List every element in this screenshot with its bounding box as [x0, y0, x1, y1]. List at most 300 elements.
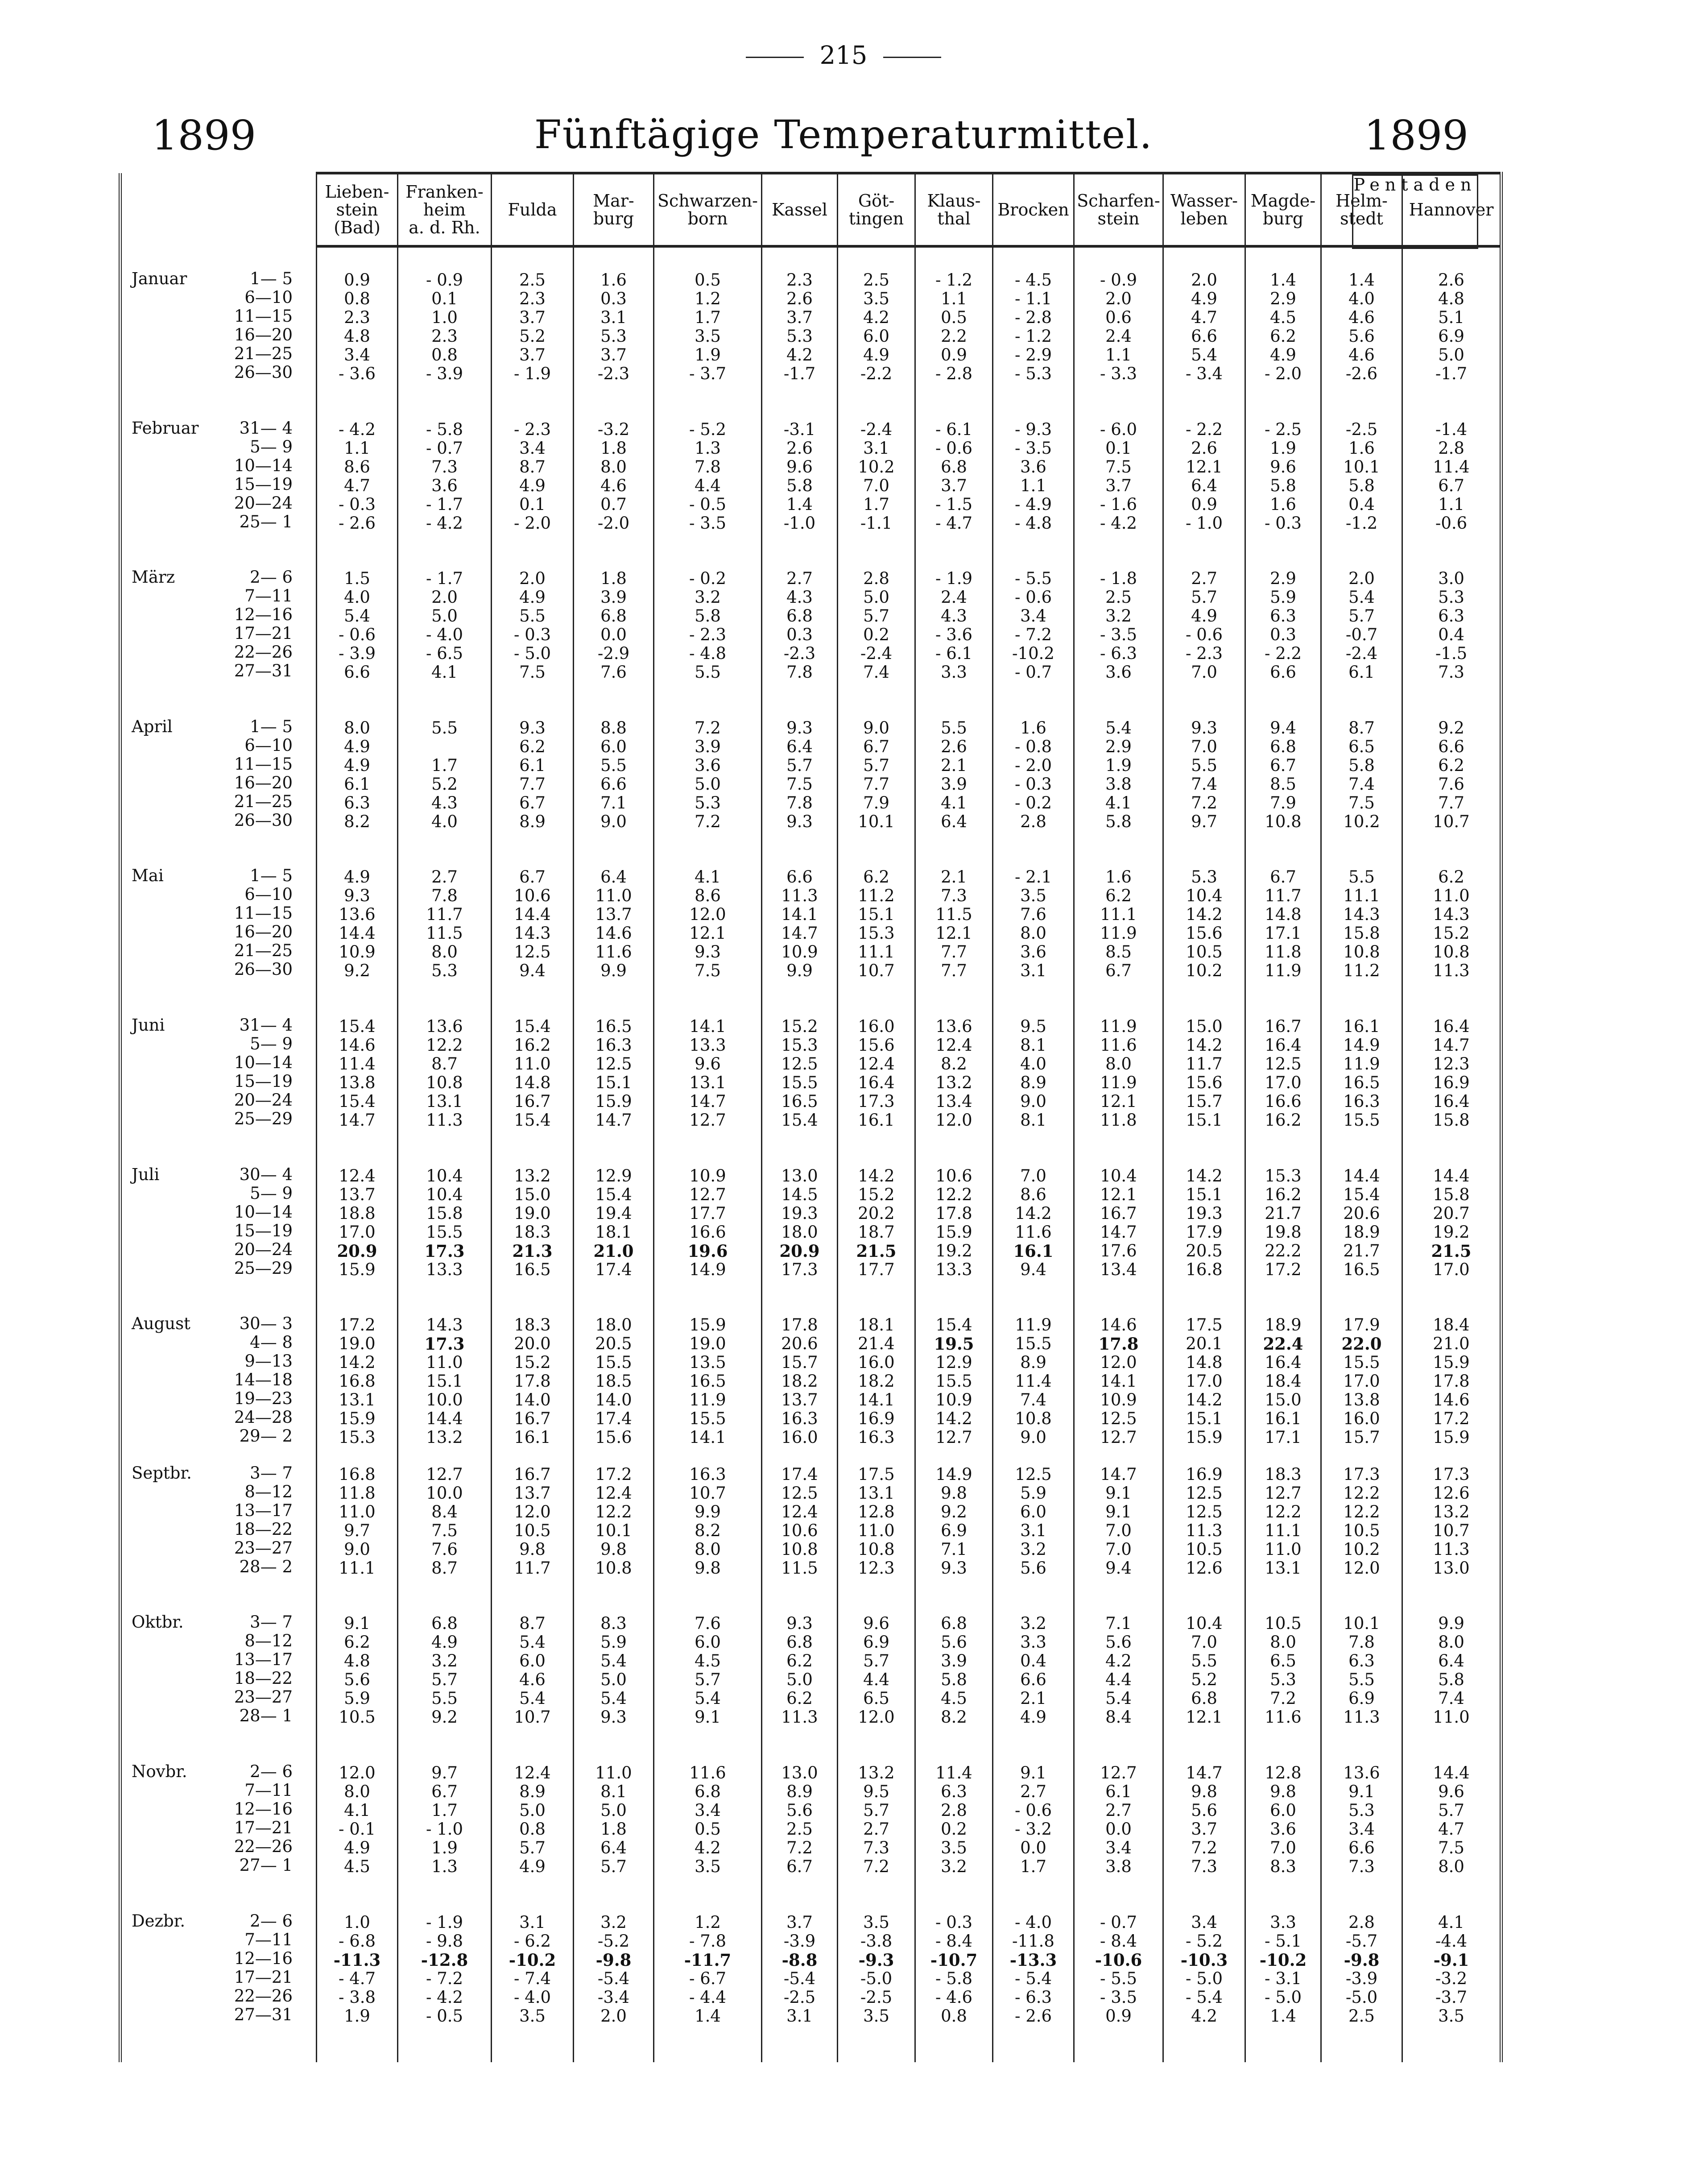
table-cell: 8.0: [344, 1782, 370, 1801]
table-cell: 0.5: [695, 270, 721, 290]
table-cell: 22.0: [1341, 1334, 1382, 1354]
table-cell: - 2.0: [513, 513, 551, 533]
table-cell: 6.5: [1270, 1651, 1296, 1671]
table-cell: 0.1: [431, 289, 458, 308]
table-cell: 19.6: [687, 1241, 728, 1261]
table-cell: 11.6: [1265, 1707, 1302, 1727]
pentad-label: 4— 8: [250, 1333, 293, 1352]
table-cell: 5.4: [344, 606, 370, 626]
table-cell: 16.2: [1265, 1110, 1302, 1130]
table-cell: 6.7: [1270, 867, 1296, 887]
table-cell: 11.0: [514, 1054, 551, 1073]
pentad-label: 17—21: [234, 624, 293, 643]
month-group: [1246, 1167, 1320, 1316]
table-cell: 5.9: [1020, 1483, 1046, 1503]
table-cell: - 5.0: [1264, 1987, 1302, 2007]
table-cell: 3.1: [786, 2006, 813, 2026]
table-cell: 7.0: [1270, 1838, 1296, 1857]
table-cell: 9.1: [344, 1614, 370, 1633]
table-cell: 9.3: [600, 1707, 627, 1727]
month-group: [317, 1167, 397, 1316]
table-cell: -2.0: [597, 513, 630, 533]
pentad-label: 20—24: [234, 1090, 293, 1110]
pentad-row-label: [122, 662, 316, 680]
table-cell: 1.8: [600, 569, 627, 588]
table-cell: 11.9: [1015, 1315, 1052, 1335]
table-cell: 12.4: [781, 1502, 818, 1521]
table-cell: 11.6: [1100, 1035, 1137, 1055]
table-cell: -10.2: [1012, 644, 1054, 663]
table-cell: 15.4: [514, 1110, 551, 1130]
column-header-magdeburg: [1245, 173, 1321, 246]
station-column-schwarzenborn: [654, 246, 762, 2062]
table-cell: 6.3: [1270, 606, 1296, 626]
table-cell: 10.8: [781, 1539, 818, 1559]
table-cell: - 3.6: [935, 625, 973, 645]
pentad-row-label: [122, 1949, 316, 1968]
table-cell: -9.3: [858, 1950, 894, 1970]
table-cell: 17.3: [1433, 1464, 1470, 1484]
table-cell: -5.2: [597, 1931, 630, 1951]
table-cell: 4.9: [1191, 606, 1217, 626]
month-group: [1322, 1316, 1402, 1465]
table-cell: 1.6: [1105, 867, 1132, 887]
table-cell: 10.5: [339, 1707, 376, 1727]
table-cell: 17.2: [339, 1315, 376, 1335]
table-cell: 16.5: [781, 1091, 818, 1111]
table-cell: 5.3: [786, 327, 813, 346]
table-cell: - 3.5: [1014, 438, 1052, 458]
table-cell: - 5.2: [689, 419, 727, 439]
month-group: [1164, 1017, 1245, 1167]
table-cell: 3.6: [1020, 942, 1046, 962]
table-cell: 14.4: [1433, 1763, 1470, 1782]
table-cell: 12.5: [781, 1483, 818, 1503]
table-cell: 15.3: [1265, 1166, 1302, 1185]
table-cell: 9.1: [1105, 1502, 1132, 1521]
table-cell: 3.5: [519, 2006, 546, 2026]
table-cell: 10.8: [858, 1539, 895, 1559]
table-cell: 8.0: [695, 1539, 721, 1559]
month-group: [398, 1764, 491, 1913]
month-group: [916, 1465, 992, 1615]
table-cell: 7.2: [863, 1857, 889, 1876]
table-cell: 11.4: [935, 1763, 972, 1782]
table-cell: 5.7: [1438, 1800, 1464, 1820]
table-cell: - 3.7: [689, 364, 727, 383]
table-cell: 4.9: [344, 755, 370, 775]
table-cell: 1.1: [1105, 345, 1132, 365]
table-cell: 11.0: [595, 886, 632, 906]
table-cell: 15.9: [689, 1315, 726, 1335]
month-group: [1164, 1465, 1245, 1615]
table-cell: 10.1: [1343, 1614, 1380, 1633]
month-group: [654, 1465, 761, 1615]
month-group: [1164, 420, 1245, 570]
table-cell: -11.3: [333, 1950, 381, 1970]
pentad-label: 13—17: [234, 1650, 293, 1670]
table-cell: 6.8: [1270, 737, 1296, 756]
table-cell: - 0.2: [689, 569, 727, 588]
table-cell: 7.2: [1270, 1689, 1296, 1708]
table-cell: 7.9: [863, 793, 889, 812]
table-cell: 5.5: [941, 718, 967, 738]
table-cell: 5.7: [863, 1651, 889, 1671]
station-column-brocken: [993, 246, 1074, 2062]
table-cell: 8.7: [431, 1054, 458, 1073]
table-cell: 11.1: [1100, 905, 1137, 924]
column-header-line: Göt-: [858, 191, 895, 211]
table-cell: 4.0: [1348, 289, 1375, 308]
table-cell: 13.0: [1433, 1558, 1470, 1578]
pentad-row-label: [122, 1091, 316, 1110]
table-cell: - 0.1: [338, 1819, 376, 1839]
table-cell: 0.0: [600, 625, 627, 645]
month-group: [1403, 420, 1500, 570]
table-cell: 8.9: [1020, 1073, 1046, 1092]
table-cell: -2.4: [860, 644, 893, 663]
table-cell: 16.0: [858, 1016, 895, 1036]
table-cell: 21.7: [1265, 1203, 1302, 1223]
table-cell: 16.9: [1186, 1464, 1223, 1484]
table-cell: 11.8: [1265, 942, 1302, 962]
pentad-row-label: [122, 344, 316, 363]
table-cell: 16.5: [1343, 1073, 1380, 1092]
table-cell: 4.8: [1438, 289, 1464, 308]
month-group: [1403, 569, 1500, 719]
month-group: [1164, 1316, 1245, 1465]
table-cell: 15.0: [1265, 1390, 1302, 1410]
table-cell: 19.5: [934, 1334, 974, 1354]
table-cell: 15.7: [1343, 1428, 1380, 1447]
table-cell: 16.3: [595, 1035, 632, 1055]
table-cell: 15.3: [858, 924, 895, 943]
table-cell: 12.5: [1015, 1464, 1052, 1484]
table-cell: 16.0: [1343, 1409, 1380, 1429]
table-cell: - 5.3: [1014, 364, 1052, 383]
pentad-row-label: [122, 326, 316, 344]
table-cell: -2.9: [597, 644, 630, 663]
table-cell: 20.1: [1186, 1334, 1223, 1354]
table-cell: 5.0: [1438, 345, 1464, 365]
table-cell: 7.3: [431, 457, 458, 477]
table-cell: 10.8: [595, 1558, 632, 1578]
table-cell: 21.0: [593, 1241, 634, 1261]
table-cell: - 7.8: [689, 1931, 727, 1951]
table-cell: 5.3: [1270, 1670, 1296, 1690]
table-cell: 10.9: [935, 1390, 972, 1410]
table-cell: 16.4: [1265, 1035, 1302, 1055]
table-cell: 5.3: [600, 327, 627, 346]
table-cell: 6.2: [1270, 327, 1296, 346]
month-group: [762, 1614, 837, 1764]
table-cell: 10.2: [1343, 812, 1380, 831]
table-cell: 11.8: [1100, 1110, 1137, 1130]
table-cell: 4.9: [863, 345, 889, 365]
table-cell: 22.2: [1265, 1241, 1302, 1260]
table-cell: 4.9: [1270, 345, 1296, 365]
month-group: [122, 717, 316, 867]
table-cell: 16.1: [858, 1110, 895, 1130]
column-header-göttingen: [838, 173, 915, 246]
table-cell: 16.3: [1343, 1091, 1380, 1111]
table-cell: 6.9: [1348, 1689, 1375, 1708]
table-cell: 2.5: [786, 1819, 813, 1839]
table-cell: 14.0: [514, 1390, 551, 1410]
table-cell: 4.5: [1270, 308, 1296, 327]
table-cell: 2.1: [1020, 1689, 1046, 1708]
month-group: [398, 868, 491, 1017]
table-cell: - 6.7: [689, 1969, 727, 1988]
pentad-row-label: [122, 1501, 316, 1520]
table-cell: 3.6: [695, 755, 721, 775]
table-cell: 9.2: [344, 961, 370, 981]
table-cell: 2.3: [519, 289, 546, 308]
table-cell: 4.6: [600, 476, 627, 495]
month-group: [1403, 868, 1500, 1017]
pentad-label: 2— 6: [250, 1761, 293, 1781]
month-group: [916, 1316, 992, 1465]
table-cell: 17.8: [1433, 1372, 1470, 1391]
month-group: [654, 1614, 761, 1764]
table-cell: 17.0: [339, 1222, 376, 1242]
table-cell: -1.0: [783, 513, 816, 533]
table-cell: 15.1: [426, 1372, 463, 1391]
table-cell: 17.1: [1265, 924, 1302, 943]
table-cell: -1.7: [1435, 364, 1468, 383]
table-cell: 8.9: [786, 1782, 813, 1801]
table-cell: 5.7: [786, 755, 813, 775]
table-cell: 14.4: [514, 905, 551, 924]
month-group: [1403, 1614, 1500, 1764]
pentad-row-label: [122, 1165, 316, 1184]
table-cell: 9.3: [786, 718, 813, 738]
table-cell: 16.4: [1433, 1091, 1470, 1111]
table-cell: 14.1: [689, 1428, 726, 1447]
table-cell: 2.7: [431, 867, 458, 887]
table-cell: 5.6: [941, 1633, 967, 1652]
table-cell: 6.4: [941, 812, 967, 831]
pentad-label: 10—14: [234, 1053, 293, 1072]
month-group: [1403, 1465, 1500, 1615]
table-cell: 3.2: [1105, 606, 1132, 626]
month-group: [1403, 719, 1500, 868]
pentad-label: 5— 9: [250, 1034, 293, 1053]
pentad-row-label: [122, 1016, 316, 1035]
table-cell: 13.7: [339, 1185, 376, 1204]
table-cell: - 0.3: [513, 625, 551, 645]
pentad-row-label: [122, 1762, 316, 1781]
table-cell: 9.0: [1020, 1091, 1046, 1111]
table-cell: 7.2: [786, 1838, 813, 1857]
table-cell: 6.4: [600, 1838, 627, 1857]
table-cell: 18.2: [781, 1372, 818, 1391]
pentad-row-label: [122, 1371, 316, 1389]
table-cell: 14.7: [1433, 1035, 1470, 1055]
table-cell: 8.3: [1270, 1857, 1296, 1876]
table-cell: -2.2: [860, 364, 893, 383]
table-cell: 11.5: [935, 905, 972, 924]
table-cell: -5.0: [1345, 1987, 1378, 2007]
table-cell: 3.1: [519, 1912, 546, 1932]
table-cell: - 4.9: [1014, 494, 1052, 514]
table-cell: 3.2: [1020, 1539, 1046, 1559]
pentad-label: 25—29: [234, 1109, 293, 1128]
table-cell: 12.2: [1343, 1483, 1380, 1503]
month-group: [492, 868, 573, 1017]
table-cell: - 0.9: [1100, 270, 1137, 290]
table-cell: 11.9: [689, 1390, 726, 1410]
table-cell: 6.2: [1438, 755, 1464, 775]
pentad-label: 21—25: [234, 941, 293, 961]
table-cell: 7.2: [1191, 793, 1217, 812]
table-cell: 11.4: [1433, 457, 1470, 477]
table-cell: 11.1: [1343, 886, 1380, 906]
table-cell: 7.8: [431, 886, 458, 906]
table-cell: - 2.2: [1185, 419, 1223, 439]
table-cell: 12.1: [1186, 1707, 1223, 1727]
table-cell: 5.0: [786, 1670, 813, 1690]
table-cell: 7.5: [1438, 1838, 1464, 1857]
table-cell: 8.0: [600, 457, 627, 477]
table-cell: 7.0: [1105, 1521, 1132, 1540]
table-cell: 5.1: [1438, 308, 1464, 327]
table-cell: 16.9: [1433, 1073, 1470, 1092]
table-cell: - 1.8: [1100, 569, 1137, 588]
table-cell: 17.7: [689, 1203, 726, 1223]
table-cell: -2.3: [597, 364, 630, 383]
table-cell: 19.0: [689, 1334, 726, 1354]
table-cell: 14.7: [689, 1091, 726, 1111]
table-cell: 7.5: [695, 961, 721, 981]
table-cell: -3.2: [597, 419, 630, 439]
table-cell: - 1.9: [426, 1912, 463, 1932]
table-cell: 15.3: [781, 1035, 818, 1055]
table-cell: - 2.3: [513, 419, 551, 439]
table-cell: 4.0: [431, 812, 458, 831]
table-cell: 17.8: [781, 1315, 818, 1335]
table-cell: 15.2: [781, 1016, 818, 1036]
month-group: [317, 1614, 397, 1764]
table-cell: 6.5: [1348, 737, 1375, 756]
table-cell: - 4.2: [426, 513, 463, 533]
pentad-row-label: [122, 736, 316, 755]
table-cell: 17.8: [514, 1372, 551, 1391]
table-cell: - 3.2: [1014, 1819, 1052, 1839]
table-cell: 14.7: [1100, 1464, 1137, 1484]
table-cell: 10.8: [426, 1073, 463, 1092]
table-cell: 1.4: [1270, 270, 1296, 290]
table-cell: - 1.9: [513, 364, 551, 383]
table-cell: 7.0: [1020, 1166, 1046, 1185]
table-cell: - 1.9: [935, 569, 973, 588]
table-cell: 1.2: [695, 1912, 721, 1932]
table-cell: 8.8: [600, 718, 627, 738]
table-cell: 14.3: [1433, 905, 1470, 924]
table-cell: 11.9: [1343, 1054, 1380, 1073]
table-cell: 19.3: [1186, 1203, 1223, 1223]
pentad-label: 12—16: [234, 1948, 293, 1968]
month-group: [1164, 1614, 1245, 1764]
table-cell: 0.3: [1270, 625, 1296, 645]
month-group: [122, 1762, 316, 1912]
pentad-label: 2— 6: [250, 568, 293, 587]
table-cell: 2.8: [941, 1800, 967, 1820]
table-cell: 10.2: [1343, 1539, 1380, 1559]
table-cell: 1.7: [431, 755, 458, 775]
table-cell: 7.8: [786, 663, 813, 682]
table-cell: 3.7: [1191, 1819, 1217, 1839]
pentad-label: 3— 7: [250, 1612, 293, 1632]
table-cell: 9.9: [786, 961, 813, 981]
table-cell: 14.8: [1186, 1353, 1223, 1372]
table-cell: 3.4: [1105, 1838, 1132, 1857]
month-group: [1322, 1913, 1402, 2063]
table-cell: 5.9: [600, 1633, 627, 1652]
table-cell: 15.4: [1343, 1185, 1380, 1204]
table-cell: 12.1: [1186, 457, 1223, 477]
table-cell: 6.0: [1020, 1502, 1046, 1521]
table-cell: 17.9: [1186, 1222, 1223, 1242]
table-cell: -8.8: [781, 1950, 818, 1970]
month-group: [993, 1167, 1073, 1316]
column-header-frankenheim-a-d-rh: [398, 173, 492, 246]
month-group: [1322, 1167, 1402, 1316]
table-cell: 1.1: [344, 438, 370, 458]
table-cell: - 6.5: [426, 644, 463, 663]
month-group: [654, 1167, 761, 1316]
table-cell: - 7.2: [1014, 625, 1052, 645]
table-cell: - 0.6: [338, 625, 376, 645]
table-cell: 8.7: [519, 457, 546, 477]
table-cell: 4.5: [344, 1857, 370, 1876]
pentad-row-label: [122, 1035, 316, 1053]
table-cell: 12.6: [1433, 1483, 1470, 1503]
table-cell: 7.1: [1105, 1614, 1132, 1633]
table-cell: - 3.5: [1100, 625, 1137, 645]
table-cell: - 2.8: [935, 364, 973, 383]
table-cell: - 4.0: [1014, 1912, 1052, 1932]
pentad-row-label: [122, 1072, 316, 1091]
column-header-line: Helm-: [1336, 191, 1388, 211]
pentad-row-label: [122, 494, 316, 513]
table-cell: - 2.6: [338, 513, 376, 533]
table-cell: 6.7: [1105, 961, 1132, 981]
month-label: Mai: [132, 866, 164, 886]
table-cell: 0.4: [1020, 1651, 1046, 1671]
table-cell: 15.8: [1343, 924, 1380, 943]
table-cell: 16.3: [858, 1428, 895, 1447]
month-group: [1075, 868, 1162, 1017]
table-cell: 14.3: [514, 924, 551, 943]
pentad-row-label: [122, 1483, 316, 1501]
table-cell: 11.3: [1433, 1539, 1470, 1559]
month-group: [993, 569, 1073, 719]
month-group: [1246, 1764, 1320, 1913]
month-group: [317, 868, 397, 1017]
table-cell: - 4.2: [338, 419, 376, 439]
table-cell: 0.5: [695, 1819, 721, 1839]
month-group: [574, 1614, 653, 1764]
table-cell: 21.7: [1343, 1241, 1380, 1260]
table-cell: 2.3: [344, 308, 370, 327]
table-cell: 16.3: [689, 1464, 726, 1484]
table-cell: 3.9: [941, 774, 967, 794]
table-cell: 4.4: [863, 1670, 889, 1690]
table-cell: 2.8: [1348, 1912, 1375, 1932]
table-cell: 15.2: [1433, 924, 1470, 943]
month-group: [1075, 271, 1162, 420]
